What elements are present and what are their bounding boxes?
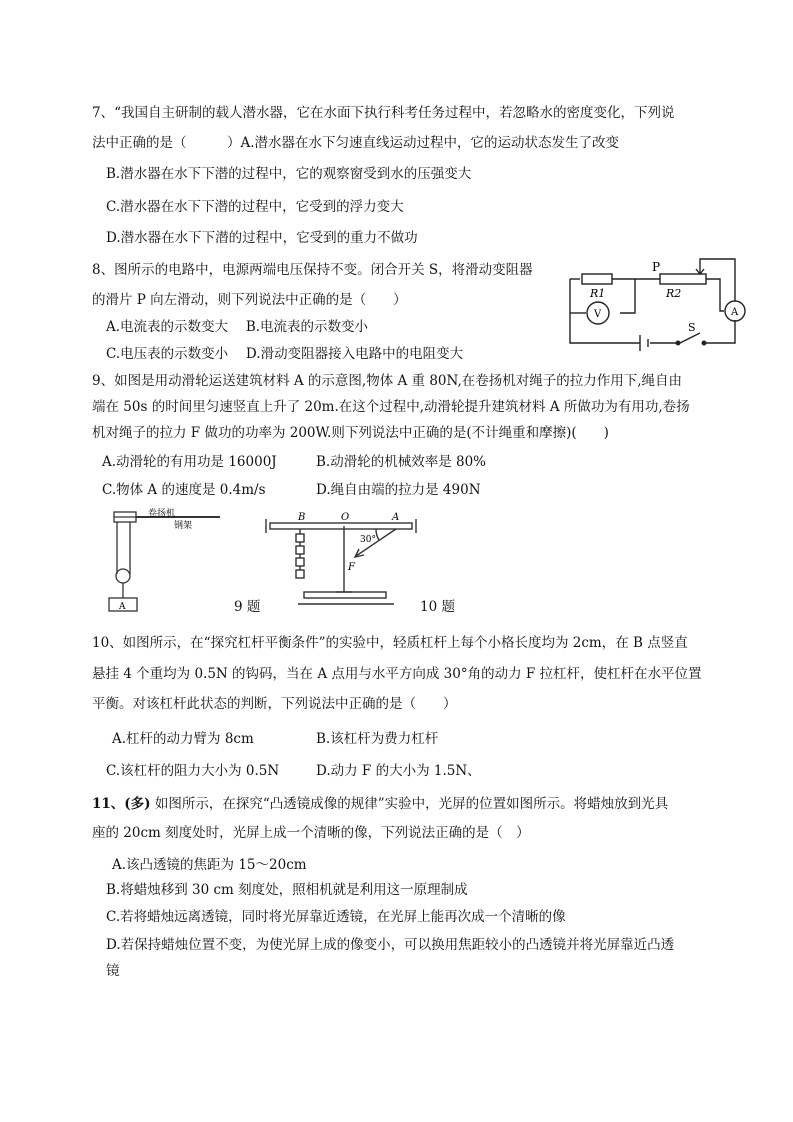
q10-stem-line3: 平衡。对该杠杆此状态的判断，下列说法中正确的是（ ）: [92, 696, 457, 712]
force-f-label: F: [348, 562, 355, 573]
q9-option-a: A.动滑轮的有用功是 16000J: [102, 454, 277, 470]
q11-stem-line1: [92, 795, 668, 813]
lever-point-a: A: [392, 512, 400, 523]
q8-options-cd: C.电压表的示数变小 D.滑动变阻器接入电路中的电阻变大: [106, 346, 464, 362]
q8-stem-line2: 的滑片 P 向左滑动，则下列说法中正确的是（ ）: [92, 292, 407, 308]
q7-option-d: D.潜水器在水下下潜的过程中，它受到的重力不做功: [106, 230, 418, 246]
q11-option-d-line2: 镜: [106, 963, 120, 979]
circuit-label-s: S: [688, 321, 696, 334]
q7-option-c: C.潜水器在水下下潜的过程中，它受到的浮力变大: [106, 199, 404, 215]
q9-option-c: C.物体 A 的速度是 0.4m/s: [102, 482, 266, 498]
lever-point-o: O: [341, 512, 350, 523]
q11-option-b: B.将蜡烛移到 30 cm 刻度处，照相机就是利用这一原理制成: [106, 882, 468, 898]
circuit-label-r2: R2: [666, 287, 682, 300]
q9-figure-caption: 9 题: [234, 599, 261, 615]
q7-stem-line1: 7、“我国自主研制的载人潜水器，它在水面下执行科考任务过程中，若忽略水的密度变化，下列说: [92, 105, 675, 121]
q9-stem-line2: 端在 50s 的时间里匀速竖直上升了 20m.在这个过程中,动滑轮提升建筑材料 A 所做功为有用功,卷扬: [92, 399, 690, 415]
circuit-label-p: P: [652, 260, 661, 274]
q11-option-c: C.若将蜡烛远离透镜，同时将光屏靠近透镜，在光屏上能再次成一个清晰的像: [106, 909, 566, 925]
q10-stem-line1: 10、如图所示，在“探究杠杆平衡条件”的实验中，轻质杠杆上每个小格长度均为 2cm，在 B 点竖直: [92, 635, 688, 651]
lever-angle: 30°: [360, 535, 376, 545]
q9-stem-line1: 9、如图是用动滑轮运送建筑材料 A 的示意图,物体 A 重 80N,在卷扬机对绳子的拉力作用下,绳自由: [92, 373, 683, 389]
q10-lever-figure: [264, 508, 424, 612]
q8-circuit-diagram: [560, 255, 760, 355]
block-a-label: A: [119, 602, 126, 612]
q10-option-c: C.该杠杆的阻力大小为 0.5N: [106, 763, 280, 779]
q7-option-b: B.潜水器在水下下潜的过程中，它的观察窗受到水的压强变大: [106, 166, 472, 182]
winch-label: 卷扬机: [148, 509, 176, 519]
q11-stem-line2: 座的 20cm 刻度处时，光屏上成一个清晰的像，下列说法正确的是（ ）: [92, 825, 530, 841]
q10-option-d: D.动力 F 的大小为 1.5N、: [316, 763, 481, 779]
q10-option-a: A.杠杆的动力臂为 8cm: [112, 731, 254, 747]
q10-stem-line2: 悬挂 4 个重均为 0.5N 的钩码，当在 A 点用与水平方向成 30°角的动力 F 拉杠杆，使杠杆在水平位置: [92, 666, 702, 682]
q9-option-d: D.绳自由端的拉力是 490N: [316, 482, 481, 498]
q8-stem-line1: 8、图所示的电路中，电源两端电压保持不变。闭合开关 S，将滑动变阻器: [92, 262, 533, 278]
lever-point-b: B: [298, 512, 306, 523]
q9-pulley-figure: [100, 506, 230, 616]
q11-option-d-line1: D.若保持蜡烛位置不变，为使光屏上成的像变小，可以换用焦距较小的凸透镜并将光屏靠近凸透: [106, 937, 675, 953]
q7-stem-line2: 法中正确的是（ ）A.潜水器在水下匀速直线运动过程中，它的运动状态发生了改变: [92, 135, 620, 151]
q10-option-b: B.该杠杆为费力杠杆: [316, 731, 439, 747]
circuit-label-r1: R1: [590, 287, 606, 300]
voltmeter-label: V: [594, 309, 602, 320]
q11-option-a: A.该凸透镜的焦距为 15～20cm: [112, 857, 307, 873]
q11-multi-tag: 11、(多): [92, 796, 151, 812]
q9-option-b: B.动滑轮的机械效率是 80%: [316, 454, 487, 470]
q9-stem-line3: 机对绳子的拉力 F 做功的功率为 200W.则下列说法中正确的是(不计绳重和摩擦)( ): [92, 425, 609, 441]
q11-stem-text: 如图所示，在探究“凸透镜成像的规律”实验中，光屏的位置如图所示。将蜡烛放到光具: [150, 796, 669, 812]
q8-options-ab: A.电流表的示数变大 B.电流表的示数变小: [106, 319, 369, 335]
frame-label: 钢架: [174, 521, 193, 531]
q10-figure-caption: 10 题: [420, 599, 455, 615]
ammeter-label: A: [731, 307, 739, 318]
